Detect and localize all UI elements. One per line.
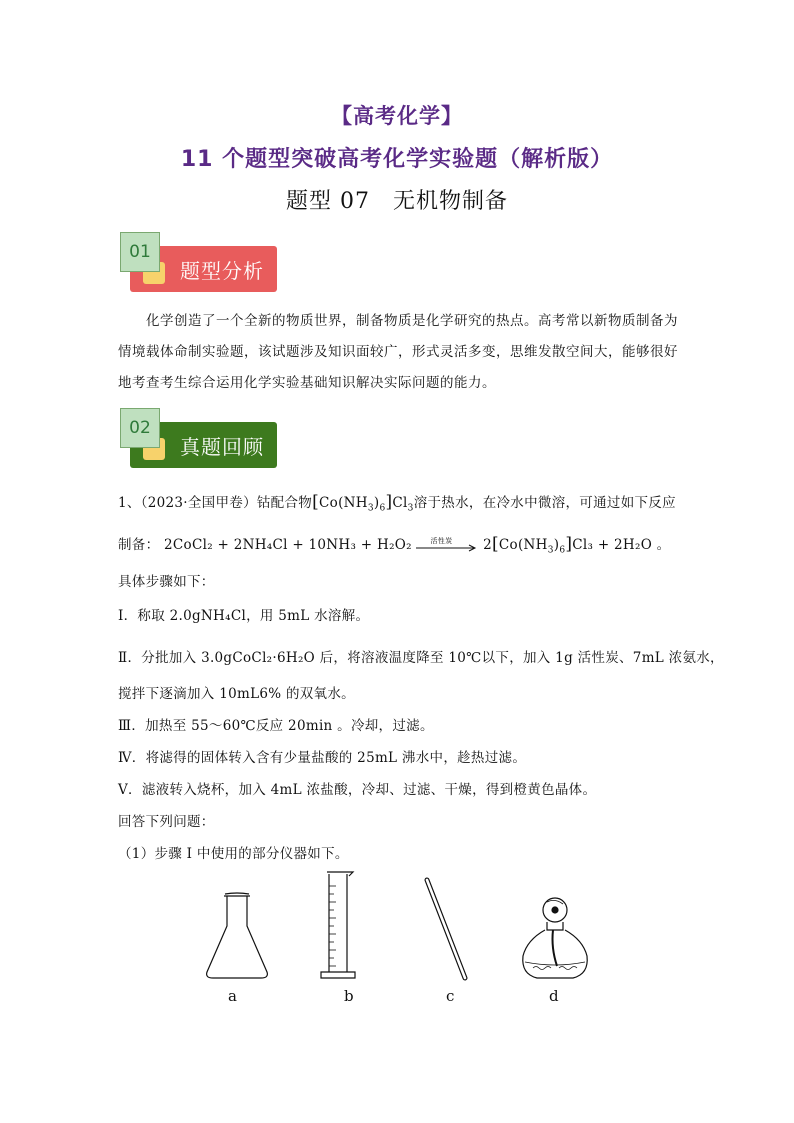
question-intro-prefix: 1、（2023·全国甲卷）钴配合物 [118, 495, 313, 511]
reaction-equation: 制备： 2CoCl₂ + 2NH₄Cl + 10NH₃ + H₂O₂ 活性炭 $2[Co(NH_3)_6]Cl_3 + 2H_2O$ 。 [118, 534, 670, 561]
conical-flask-icon [207, 893, 268, 978]
equation-products: Cl₃ + 2H₂O 。 [572, 537, 671, 553]
apparatus-figure [195, 868, 595, 1016]
catalyst-label: 活性炭 [430, 536, 453, 545]
steps-heading: 具体步骤如下： [118, 574, 215, 590]
step-5: Ⅴ．滤液转入烧杯，加入 4mL 浓盐酸，冷却、过滤、干燥，得到橙黄色晶体。 [118, 782, 597, 798]
figure-label-a: a [228, 987, 237, 1005]
page-subtitle: 题型 07 无机物制备 [286, 189, 508, 214]
alcohol-lamp-icon [523, 898, 587, 978]
step-2: Ⅱ．分批加入 3.0gCoCl₂·6H₂O 后，将溶液温度降至 10℃以下，加入 1g 活性炭、7mL 浓氨水， [118, 650, 724, 666]
section-number: 01 [120, 232, 160, 272]
figure-label-b: b [344, 987, 354, 1005]
page-title: 11 个题型突破高考化学实验题（解析版） [180, 147, 614, 172]
section-title: 题型分析 [180, 259, 264, 283]
section-header-review [120, 408, 280, 472]
graduated-cylinder-icon [321, 872, 355, 978]
question-intro: 1、（2023·全国甲卷）钴配合物$[Co(NH_3)_6]Cl_3$溶于热水，在冷水中微溶，可通过如下反应 [118, 492, 676, 514]
step-1: Ⅰ．称取 2.0gNH₄Cl，用 5mL 水溶解。 [118, 608, 370, 624]
glass-rod-icon [427, 880, 465, 978]
sub-question-1: （1）步骤 I 中使用的部分仪器如下。 [118, 846, 349, 862]
complex-formula: Co(NH [319, 495, 368, 511]
figure-label-c: c [446, 987, 455, 1005]
section-header-analysis [120, 232, 280, 296]
equation-reactants: 2CoCl₂ + 2NH₄Cl + 10NH₃ + H₂O₂ [164, 537, 412, 553]
step-3: Ⅲ．加热至 55～60℃反应 20min 。冷却，过滤。 [118, 718, 434, 734]
section-number: 02 [120, 408, 160, 448]
reaction-arrow [416, 536, 478, 553]
step-2-continued: 搅拌下逐滴加入 10mL6% 的双氧水。 [118, 686, 355, 702]
section-title: 真题回顾 [180, 435, 264, 459]
analysis-paragraph: 化学创造了一个全新的物质世界，制备物质是化学研究的热点。高考常以新物质制备为情境载体命制实验题，该试题涉及知识面较广，形式灵活多变，思维发散空间大，能够很好地考查考生综合运用化学实验基础知识解决实际问题的能力。 [118, 313, 678, 391]
figure-label-d: d [549, 987, 559, 1005]
question-intro-tail: 溶于热水，在冷水中微溶，可通过如下反应 [413, 495, 676, 511]
step-4: Ⅳ．将滤得的固体转入含有少量盐酸的 25mL 沸水中，趁热过滤。 [118, 750, 527, 766]
answer-heading: 回答下列问题： [118, 814, 215, 830]
page-title-tag: 【高考化学】 [331, 104, 463, 128]
